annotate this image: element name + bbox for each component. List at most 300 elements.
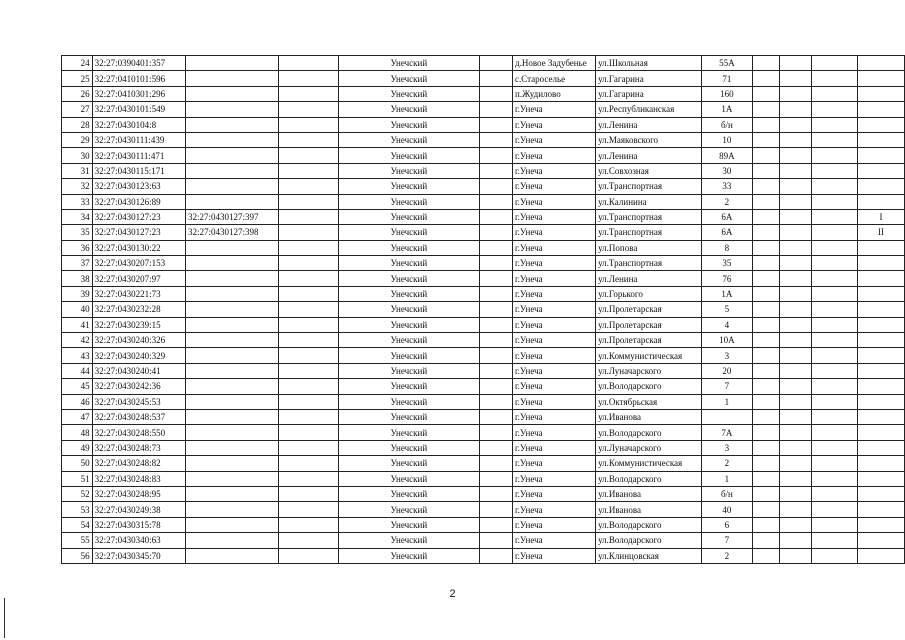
empty-cell	[279, 517, 338, 532]
street-cell: ул.Маяковского	[596, 132, 702, 147]
empty-cell	[812, 348, 858, 363]
house-number-cell: 7	[701, 379, 753, 394]
house-number-cell: 3	[701, 440, 753, 455]
row-number-cell: 45	[62, 379, 93, 394]
house-number-cell: 8	[701, 240, 753, 255]
row-number-cell: 36	[62, 240, 93, 255]
empty-cell	[780, 56, 812, 71]
premises-number-cell	[858, 286, 905, 301]
empty-cell	[812, 317, 858, 332]
premises-number-cell	[858, 56, 905, 71]
empty-cell	[812, 302, 858, 317]
cadastral-number-cell: 32:27:0430115:171	[92, 163, 185, 178]
table-row	[62, 240, 905, 255]
table-row	[62, 379, 905, 394]
cadastral-number-cell: 32:27:0390401:357	[92, 56, 185, 71]
locality-cell: г.Унеча	[513, 440, 596, 455]
table-row	[62, 440, 905, 455]
premises-number-cell	[858, 71, 905, 86]
empty-cell	[780, 486, 812, 501]
house-number-cell: 5	[701, 302, 753, 317]
empty-cell	[780, 517, 812, 532]
empty-cell	[812, 102, 858, 117]
street-cell: ул.Транспортная	[596, 256, 702, 271]
empty-cell	[812, 240, 858, 255]
table-row	[62, 517, 905, 532]
empty-cell	[753, 56, 780, 71]
empty-cell	[753, 363, 780, 378]
empty-cell	[753, 486, 780, 501]
row-number-cell: 50	[62, 456, 93, 471]
table-row	[62, 409, 905, 424]
premises-number-cell	[858, 271, 905, 286]
empty-cell	[812, 517, 858, 532]
empty-cell	[780, 379, 812, 394]
empty-cell	[480, 425, 513, 440]
locality-cell: г.Унеча	[513, 302, 596, 317]
empty-cell	[279, 317, 338, 332]
district-cell: Унечский	[338, 333, 480, 348]
empty-cell	[753, 132, 780, 147]
locality-cell: г.Унеча	[513, 333, 596, 348]
locality-cell: г.Унеча	[513, 394, 596, 409]
object-cadastral-number-cell	[186, 440, 279, 455]
cadastral-number-cell: 32:27:0430130:22	[92, 240, 185, 255]
object-cadastral-number-cell	[186, 163, 279, 178]
empty-cell	[812, 333, 858, 348]
house-number-cell: 35	[701, 256, 753, 271]
object-cadastral-number-cell	[186, 148, 279, 163]
street-cell: ул.Транспортная	[596, 225, 702, 240]
object-cadastral-number-cell	[186, 379, 279, 394]
empty-cell	[812, 56, 858, 71]
street-cell: ул.Володарского	[596, 517, 702, 532]
empty-cell	[279, 302, 338, 317]
table-row	[62, 271, 905, 286]
cadastral-number-cell: 32:27:0430242:36	[92, 379, 185, 394]
empty-cell	[753, 409, 780, 424]
cadastral-number-cell: 32:27:0430248:550	[92, 425, 185, 440]
row-number-cell: 49	[62, 440, 93, 455]
locality-cell: г.Унеча	[513, 486, 596, 501]
premises-number-cell	[858, 102, 905, 117]
object-cadastral-number-cell	[186, 409, 279, 424]
cadastral-number-cell: 32:27:0430207:153	[92, 256, 185, 271]
empty-cell	[780, 271, 812, 286]
row-number-cell: 42	[62, 333, 93, 348]
empty-cell	[812, 548, 858, 563]
street-cell: ул.Иванова	[596, 409, 702, 424]
locality-cell: г.Унеча	[513, 425, 596, 440]
empty-cell	[279, 194, 338, 209]
empty-cell	[480, 179, 513, 194]
premises-number-cell	[858, 86, 905, 101]
table-row	[62, 86, 905, 101]
object-cadastral-number-cell	[186, 317, 279, 332]
table-row	[62, 148, 905, 163]
empty-cell	[279, 548, 338, 563]
row-number-cell: 47	[62, 409, 93, 424]
empty-cell	[780, 117, 812, 132]
empty-cell	[753, 148, 780, 163]
empty-cell	[480, 225, 513, 240]
table-row	[62, 471, 905, 486]
empty-cell	[780, 132, 812, 147]
empty-cell	[480, 102, 513, 117]
empty-cell	[480, 333, 513, 348]
cadastral-number-cell: 32:27:0430249:38	[92, 502, 185, 517]
premises-number-cell	[858, 348, 905, 363]
object-cadastral-number-cell	[186, 102, 279, 117]
empty-cell	[279, 333, 338, 348]
object-cadastral-number-cell	[186, 179, 279, 194]
object-cadastral-number-cell: 32:27:0430127:398	[186, 225, 279, 240]
empty-cell	[279, 179, 338, 194]
row-number-cell: 39	[62, 286, 93, 301]
empty-cell	[279, 425, 338, 440]
empty-cell	[279, 86, 338, 101]
empty-cell	[780, 471, 812, 486]
empty-cell	[480, 117, 513, 132]
empty-cell	[279, 163, 338, 178]
row-number-cell: 24	[62, 56, 93, 71]
locality-cell: г.Унеча	[513, 456, 596, 471]
house-number-cell: 6	[701, 517, 753, 532]
premises-number-cell	[858, 471, 905, 486]
district-cell: Унечский	[338, 533, 480, 548]
object-cadastral-number-cell	[186, 533, 279, 548]
house-number-cell: 2	[701, 194, 753, 209]
empty-cell	[812, 225, 858, 240]
empty-cell	[480, 302, 513, 317]
empty-cell	[812, 286, 858, 301]
street-cell: ул.Калинина	[596, 194, 702, 209]
locality-cell: г.Унеча	[513, 533, 596, 548]
street-cell: ул.Гагарина	[596, 86, 702, 101]
object-cadastral-number-cell	[186, 502, 279, 517]
house-number-cell: 2	[701, 548, 753, 563]
empty-cell	[480, 379, 513, 394]
premises-number-cell: II	[858, 225, 905, 240]
cadastral-number-cell: 32:27:0430248:83	[92, 471, 185, 486]
locality-cell: г.Унеча	[513, 209, 596, 224]
object-cadastral-number-cell	[186, 56, 279, 71]
premises-number-cell	[858, 363, 905, 378]
table-row	[62, 225, 905, 240]
table-body	[62, 56, 905, 564]
premises-number-cell	[858, 440, 905, 455]
empty-cell	[780, 502, 812, 517]
district-cell: Унечский	[338, 86, 480, 101]
locality-cell: г.Унеча	[513, 471, 596, 486]
empty-cell	[753, 348, 780, 363]
district-cell: Унечский	[338, 425, 480, 440]
table-row	[62, 348, 905, 363]
row-number-cell: 38	[62, 271, 93, 286]
premises-number-cell	[858, 194, 905, 209]
table-row	[62, 256, 905, 271]
empty-cell	[812, 440, 858, 455]
empty-cell	[812, 86, 858, 101]
table-row	[62, 194, 905, 209]
house-number-cell: б/н	[701, 117, 753, 132]
empty-cell	[780, 409, 812, 424]
premises-number-cell	[858, 179, 905, 194]
empty-cell	[480, 317, 513, 332]
street-cell: ул.Транспортная	[596, 179, 702, 194]
house-number-cell: 89А	[701, 148, 753, 163]
district-cell: Унечский	[338, 163, 480, 178]
empty-cell	[753, 379, 780, 394]
table-row	[62, 486, 905, 501]
district-cell: Унечский	[338, 317, 480, 332]
street-cell: ул.Гагарина	[596, 71, 702, 86]
object-cadastral-number-cell	[186, 240, 279, 255]
house-number-cell: б/н	[701, 486, 753, 501]
empty-cell	[780, 302, 812, 317]
table-row	[62, 163, 905, 178]
empty-cell	[480, 163, 513, 178]
premises-number-cell	[858, 502, 905, 517]
premises-number-cell	[858, 148, 905, 163]
empty-cell	[780, 548, 812, 563]
cadastral-number-cell: 32:27:0430240:41	[92, 363, 185, 378]
object-cadastral-number-cell	[186, 286, 279, 301]
row-number-cell: 51	[62, 471, 93, 486]
table-row	[62, 132, 905, 147]
street-cell: ул.Транспортная	[596, 209, 702, 224]
house-number-cell: 7	[701, 533, 753, 548]
object-cadastral-number-cell	[186, 348, 279, 363]
empty-cell	[812, 363, 858, 378]
district-cell: Унечский	[338, 194, 480, 209]
empty-cell	[780, 533, 812, 548]
empty-cell	[753, 517, 780, 532]
house-number-cell: 40	[701, 502, 753, 517]
object-cadastral-number-cell	[186, 471, 279, 486]
premises-number-cell	[858, 117, 905, 132]
object-cadastral-number-cell	[186, 548, 279, 563]
empty-cell	[480, 502, 513, 517]
empty-cell	[279, 56, 338, 71]
street-cell: ул.Володарского	[596, 533, 702, 548]
premises-number-cell	[858, 394, 905, 409]
empty-cell	[812, 71, 858, 86]
premises-number-cell	[858, 409, 905, 424]
empty-cell	[279, 502, 338, 517]
street-cell: ул.Пролетарская	[596, 333, 702, 348]
empty-cell	[780, 86, 812, 101]
street-cell: ул.Ленина	[596, 271, 702, 286]
premises-number-cell	[858, 379, 905, 394]
empty-cell	[753, 440, 780, 455]
empty-cell	[480, 209, 513, 224]
object-cadastral-number-cell	[186, 132, 279, 147]
empty-cell	[812, 271, 858, 286]
empty-cell	[753, 209, 780, 224]
district-cell: Унечский	[338, 225, 480, 240]
object-cadastral-number-cell	[186, 302, 279, 317]
empty-cell	[753, 225, 780, 240]
empty-cell	[780, 148, 812, 163]
cadastral-number-cell: 32:27:0430315:78	[92, 517, 185, 532]
district-cell: Унечский	[338, 394, 480, 409]
cadastral-number-cell: 32:27:0430248:537	[92, 409, 185, 424]
object-cadastral-number-cell	[186, 425, 279, 440]
row-number-cell: 48	[62, 425, 93, 440]
empty-cell	[753, 256, 780, 271]
empty-cell	[812, 117, 858, 132]
house-number-cell: 4	[701, 317, 753, 332]
empty-cell	[812, 533, 858, 548]
object-cadastral-number-cell	[186, 194, 279, 209]
object-cadastral-number-cell	[186, 456, 279, 471]
empty-cell	[480, 409, 513, 424]
empty-cell	[480, 394, 513, 409]
empty-cell	[480, 348, 513, 363]
district-cell: Унечский	[338, 71, 480, 86]
row-number-cell: 27	[62, 102, 93, 117]
cadastral-number-cell: 32:27:0430248:82	[92, 456, 185, 471]
empty-cell	[753, 394, 780, 409]
locality-cell: г.Унеча	[513, 163, 596, 178]
empty-cell	[480, 440, 513, 455]
empty-cell	[812, 486, 858, 501]
row-number-cell: 40	[62, 302, 93, 317]
object-cadastral-number-cell	[186, 86, 279, 101]
empty-cell	[753, 102, 780, 117]
locality-cell: г.Унеча	[513, 102, 596, 117]
locality-cell: г.Унеча	[513, 286, 596, 301]
empty-cell	[279, 102, 338, 117]
empty-cell	[279, 456, 338, 471]
empty-cell	[780, 71, 812, 86]
house-number-cell: 10А	[701, 333, 753, 348]
locality-cell: г.Унеча	[513, 240, 596, 255]
street-cell: ул.Совхозная	[596, 163, 702, 178]
empty-cell	[279, 132, 338, 147]
locality-cell: г.Унеча	[513, 225, 596, 240]
street-cell: ул.Республиканская	[596, 102, 702, 117]
empty-cell	[279, 379, 338, 394]
table-row	[62, 71, 905, 86]
district-cell: Унечский	[338, 286, 480, 301]
row-number-cell: 25	[62, 71, 93, 86]
row-number-cell: 33	[62, 194, 93, 209]
empty-cell	[812, 394, 858, 409]
empty-cell	[812, 179, 858, 194]
empty-cell	[753, 271, 780, 286]
table-row	[62, 394, 905, 409]
premises-number-cell	[858, 517, 905, 532]
row-number-cell: 56	[62, 548, 93, 563]
empty-cell	[812, 502, 858, 517]
table-row	[62, 209, 905, 224]
cadastral-number-cell: 32:27:0430248:95	[92, 486, 185, 501]
cadastral-number-cell: 32:27:0410101:596	[92, 71, 185, 86]
table-row	[62, 56, 905, 71]
empty-cell	[780, 194, 812, 209]
empty-cell	[753, 533, 780, 548]
empty-cell	[812, 132, 858, 147]
table-row	[62, 286, 905, 301]
locality-cell: г.Унеча	[513, 179, 596, 194]
row-number-cell: 28	[62, 117, 93, 132]
locality-cell: г.Унеча	[513, 517, 596, 532]
house-number-cell	[701, 409, 753, 424]
row-number-cell: 26	[62, 86, 93, 101]
empty-cell	[480, 71, 513, 86]
empty-cell	[279, 440, 338, 455]
empty-cell	[780, 348, 812, 363]
district-cell: Унечский	[338, 363, 480, 378]
empty-cell	[279, 394, 338, 409]
cadastral-number-cell: 32:27:0430240:326	[92, 333, 185, 348]
house-number-cell: 1А	[701, 286, 753, 301]
street-cell: ул.Володарского	[596, 425, 702, 440]
premises-number-cell	[858, 302, 905, 317]
empty-cell	[780, 102, 812, 117]
row-number-cell: 32	[62, 179, 93, 194]
empty-cell	[780, 363, 812, 378]
cadastral-number-cell: 32:27:0430101:549	[92, 102, 185, 117]
district-cell: Унечский	[338, 271, 480, 286]
empty-cell	[780, 256, 812, 271]
table-row	[62, 502, 905, 517]
empty-cell	[480, 548, 513, 563]
object-cadastral-number-cell	[186, 517, 279, 532]
empty-cell	[812, 425, 858, 440]
locality-cell: г.Унеча	[513, 132, 596, 147]
premises-number-cell	[858, 317, 905, 332]
empty-cell	[753, 333, 780, 348]
empty-cell	[480, 286, 513, 301]
object-cadastral-number-cell	[186, 271, 279, 286]
empty-cell	[480, 517, 513, 532]
object-cadastral-number-cell	[186, 256, 279, 271]
cadastral-number-cell: 32:27:0430245:53	[92, 394, 185, 409]
empty-cell	[279, 348, 338, 363]
empty-cell	[279, 256, 338, 271]
locality-cell: г.Унеча	[513, 502, 596, 517]
empty-cell	[812, 209, 858, 224]
street-cell: ул.Клинцовская	[596, 548, 702, 563]
empty-cell	[780, 394, 812, 409]
locality-cell: г.Унеча	[513, 348, 596, 363]
street-cell: ул.Пролетарская	[596, 302, 702, 317]
row-number-cell: 52	[62, 486, 93, 501]
object-cadastral-number-cell	[186, 71, 279, 86]
district-cell: Унечский	[338, 471, 480, 486]
house-number-cell: 20	[701, 363, 753, 378]
table-row	[62, 548, 905, 563]
empty-cell	[279, 148, 338, 163]
locality-cell: г.Унеча	[513, 194, 596, 209]
district-cell: Унечский	[338, 117, 480, 132]
locality-cell: п.Жудилово	[513, 86, 596, 101]
locality-cell: г.Унеча	[513, 317, 596, 332]
house-number-cell: 1	[701, 471, 753, 486]
district-cell: Унечский	[338, 102, 480, 117]
empty-cell	[753, 425, 780, 440]
street-cell: ул.Ленина	[596, 117, 702, 132]
district-cell: Унечский	[338, 517, 480, 532]
empty-cell	[753, 286, 780, 301]
premises-number-cell	[858, 240, 905, 255]
cadastral-number-cell: 32:27:0430127:23	[92, 209, 185, 224]
object-cadastral-number-cell	[186, 363, 279, 378]
district-cell: Унечский	[338, 409, 480, 424]
